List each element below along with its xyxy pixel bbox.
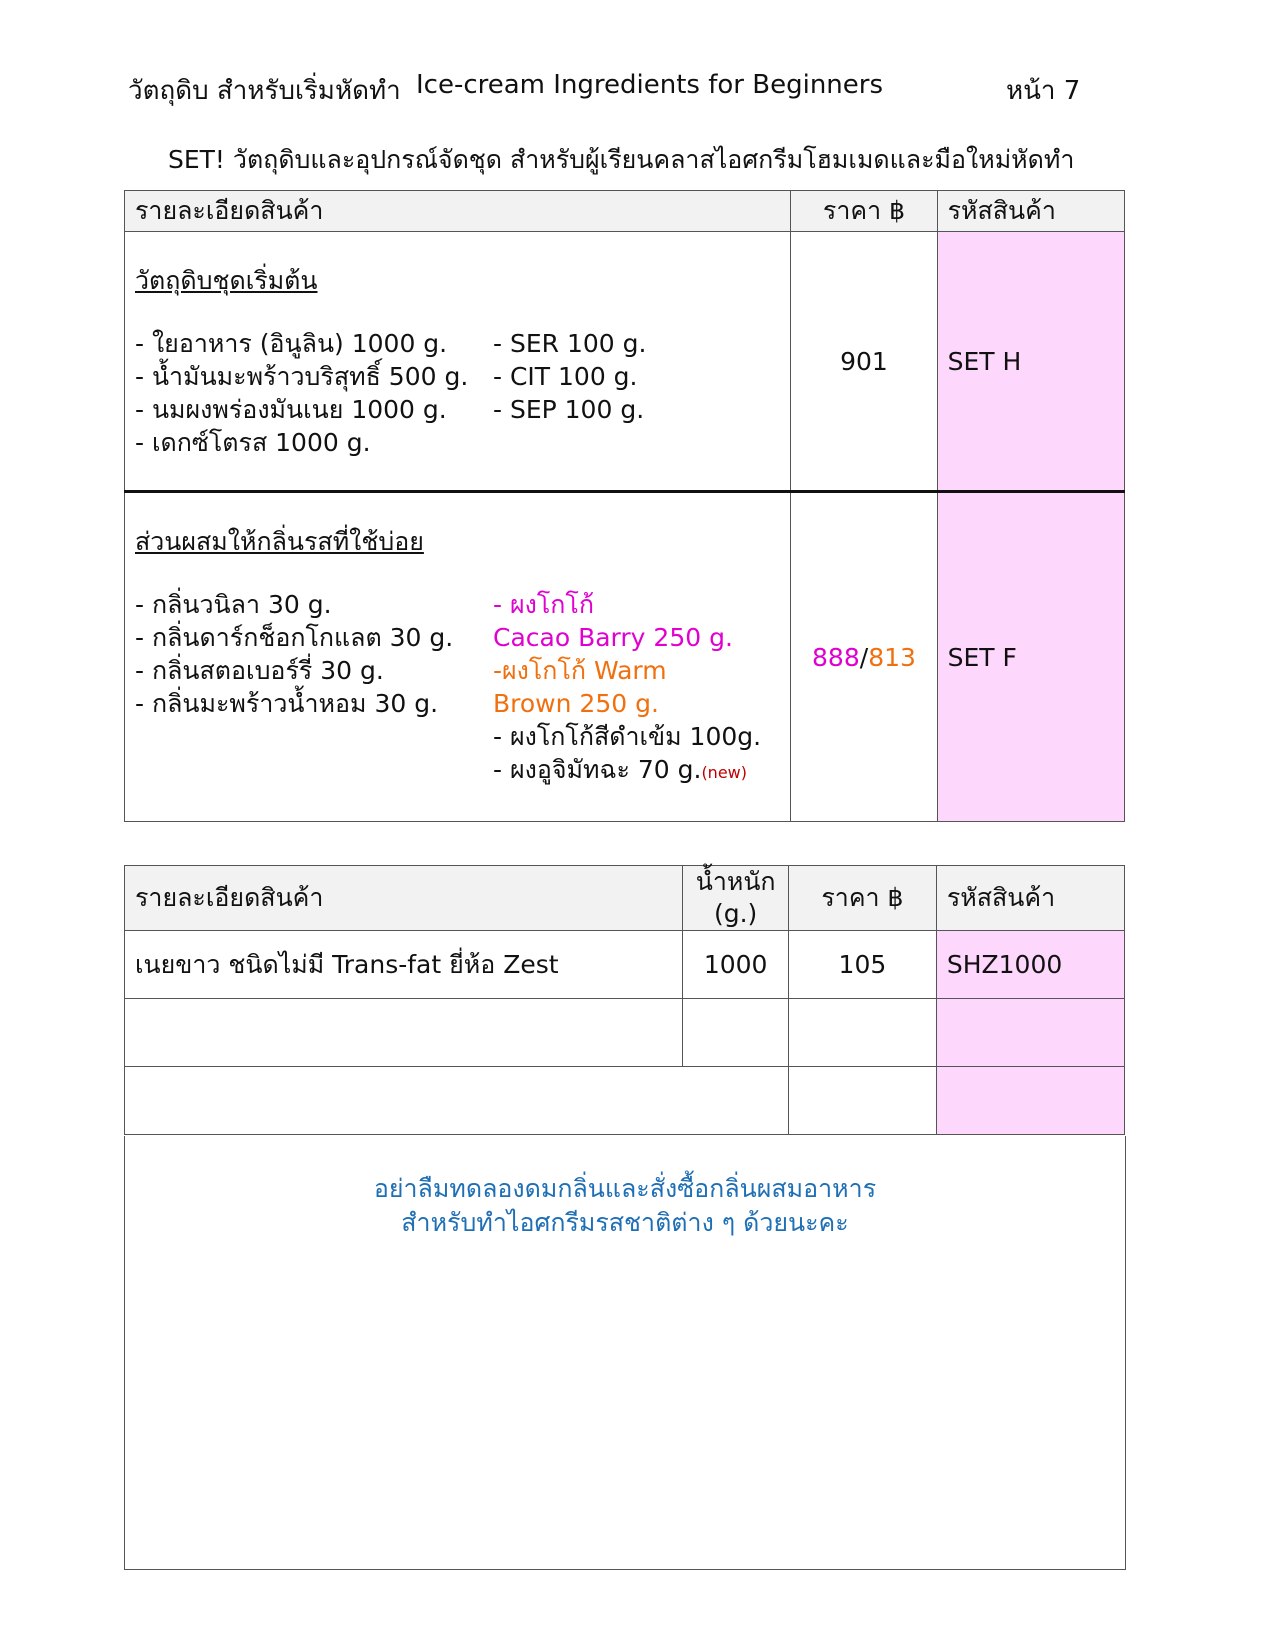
page-subtitle: SET! วัตถุดิบและอุปกรณ์จัดชุด สำหรับผู้เรียนคลาสไอศกรีมโฮมเมดและมือใหม่หัดทำ — [168, 145, 1075, 174]
col-price: ราคา ฿ — [788, 866, 936, 931]
set-h-description — [125, 232, 791, 492]
list-item: - CIT 100 g. — [493, 361, 638, 391]
page-header — [0, 70, 1275, 110]
empty-cell — [788, 1067, 936, 1135]
price-separator: / — [859, 642, 869, 672]
list-item: - SEP 100 g. — [493, 394, 645, 424]
col-price: ราคา ฿ — [791, 191, 937, 232]
note-text — [125, 1172, 1125, 1240]
row-code: SHZ1000 — [936, 931, 1124, 999]
list-item: - ใยอาหาร (อินูลิน) 1000 g. — [135, 328, 448, 358]
note-box — [124, 1136, 1126, 1570]
product-table-header — [125, 866, 1125, 931]
set-h-price: 901 — [791, 232, 937, 492]
empty-cell — [125, 999, 683, 1067]
list-item: - กลิ่นสตอเบอร์รี่ 30 g. — [135, 656, 384, 685]
set-f-price-b: 813 — [868, 642, 916, 672]
empty-cell — [683, 999, 789, 1067]
empty-cell — [125, 1067, 789, 1135]
list-item: Cacao Barry 250 g. — [493, 623, 733, 652]
table-row-empty — [125, 999, 1125, 1067]
empty-cell — [936, 999, 1124, 1067]
empty-cell — [936, 1067, 1124, 1135]
list-item: - ผงโกโก้สีดำเข้ม 100g. — [493, 722, 762, 751]
list-item: - ผงโกโก้ — [493, 590, 594, 619]
table-row-empty — [125, 1067, 1125, 1135]
row-description: เนยขาว ชนิดไม่มี Trans-fat ยี่ห้อ Zest — [125, 931, 683, 999]
col-description: รายละเอียดสินค้า — [125, 866, 683, 931]
note-line-1: อย่าลืมทดลองดมกลิ่นและสั่งซื้อกลิ่นผสมอาหาร — [373, 1174, 877, 1203]
empty-cell — [788, 999, 936, 1067]
product-table — [124, 865, 1125, 1135]
list-item: - กลิ่นดาร์กช็อกโกแลต 30 g. — [135, 623, 454, 652]
set-f-price-a: 888 — [812, 642, 860, 672]
set-table — [124, 190, 1125, 822]
header-center: Ice-cream Ingredients for Beginners — [416, 70, 884, 100]
list-item: - น้ำมันมะพร้าวบริสุทธิ์ 500 g. — [135, 361, 469, 391]
row-weight: 1000 — [683, 931, 789, 999]
list-item: Brown 250 g. — [493, 689, 659, 718]
set-f-description — [125, 492, 791, 822]
list-item: - SER 100 g. — [493, 328, 647, 358]
set-f-title: ส่วนผสมให้กลิ่นรสที่ใช้บ่อย — [135, 527, 424, 556]
table-row — [125, 931, 1125, 999]
col-weight: น้ำหนัก (g.) — [683, 866, 789, 931]
set-h-title: วัตถุดิบชุดเริ่มต้น — [135, 265, 318, 295]
list-item — [493, 753, 780, 789]
header-left: วัตถุดิบ สำหรับเริ่มหัดทำ — [128, 76, 401, 106]
set-f-row — [125, 492, 1125, 822]
list-item: - กลิ่นมะพร้าวน้ำหอม 30 g. — [135, 689, 439, 718]
note-line-2: สำหรับทำไอศกรีมรสชาติต่าง ๆ ด้วยนะคะ — [401, 1208, 849, 1237]
list-item: -ผงโกโก้ Warm — [493, 656, 667, 685]
set-h-code: SET H — [937, 232, 1124, 492]
row-price: 105 — [788, 931, 936, 999]
page-number: หน้า 7 — [1006, 76, 1081, 106]
list-item: - กลิ่นวนิลา 30 g. — [135, 590, 332, 619]
list-item: - นมผงพร่องมันเนย 1000 g. — [135, 394, 447, 424]
set-f-code: SET F — [937, 492, 1124, 822]
set-table-header — [125, 191, 1125, 232]
new-badge: (new) — [701, 763, 747, 782]
col-description: รายละเอียดสินค้า — [125, 191, 791, 232]
col-code: รหัสสินค้า — [936, 866, 1124, 931]
list-item: - เดกซ์โตรส 1000 g. — [135, 427, 371, 457]
col-code: รหัสสินค้า — [937, 191, 1124, 232]
set-f-price — [791, 492, 937, 822]
list-item-text: - ผงอูจิมัทฉะ 70 g. — [493, 755, 702, 784]
set-h-row — [125, 232, 1125, 492]
